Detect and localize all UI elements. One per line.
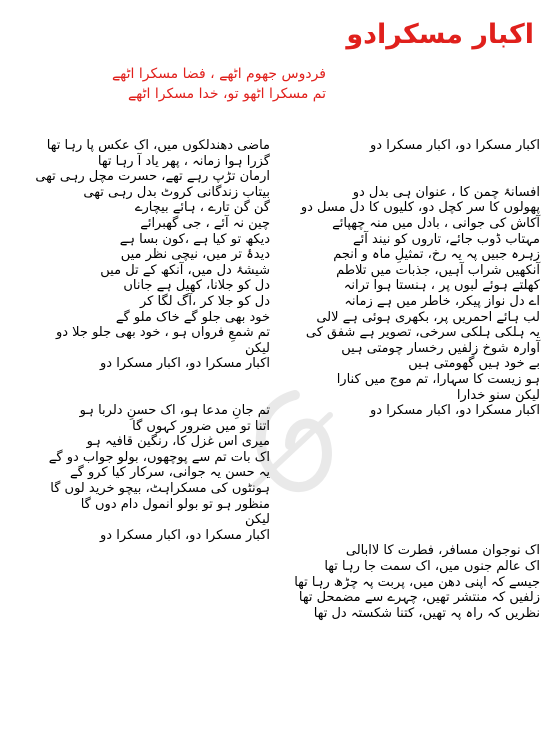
stanza-gap	[8, 372, 270, 388]
poem-line: آنکھیں شراب آہیں، جذبات میں تلاطم	[336, 262, 540, 278]
stanza-gap	[282, 481, 540, 497]
stanza-gap	[282, 528, 540, 544]
poem-line: اک عالم جنوں میں، اک سمت جا رہا تھا	[324, 559, 540, 575]
poem-line: مہتاب ڈوب جائے، تاروں کو نیند آئے	[353, 231, 540, 247]
poem-line: اکبار مسکرا دو، اکبار مسکرا دو	[370, 403, 540, 419]
poem-line: گن گن تارے ، ہائے بیچارے	[134, 200, 270, 216]
poem-line: ارمان تڑپ رہے تھے، حسرت مچل رہی تھی	[35, 169, 270, 185]
poem-line: اک بات تم سے پوچھوں، بولو جواب دو گے	[48, 449, 270, 465]
poem-line: تم جانِ مدعا ہو، اک حسنِ دلربا ہو	[79, 403, 270, 419]
poem-line: ہونٹوں کی مسکراہٹ، بیچو خرید لوں گا	[50, 481, 270, 497]
poem-line: چین نہ آئے ، جی گھبرائے	[140, 215, 270, 231]
poem-line: نظریں کہ راہ پہ تھیں، کتنا شکستہ دل تھا	[313, 605, 540, 621]
poem-line: آکاش کی جوانی ، بادل میں منہ چھپائے	[332, 215, 540, 231]
poem-column-right	[282, 138, 540, 621]
poem-line: جیسے کہ اپنی دھن میں، پربت پہ چڑھ رہا تھا	[294, 574, 540, 590]
poem-line: زلفیں کہ منتشر تھیں، چہرے سے مضمحل تھا	[298, 590, 540, 606]
stanza-gap	[8, 388, 270, 404]
poem-line: ماضی دھندلکوں میں، اک عکس پا رہا تھا	[46, 138, 270, 153]
poem-line: آوارہ شوخ زلفیں رخسار چومتی ہیں	[341, 340, 540, 356]
stanza-gap	[282, 450, 540, 466]
poem-line: لیکن	[245, 340, 270, 356]
poem-line: بیتاب زندگانی کروٹ بدل رہی تھی	[83, 184, 270, 200]
poem-line: منظور ہو تو بولو انمول دام دوں گا	[80, 496, 270, 512]
poem-line: بے خود ہیں گھومتی ہیں	[408, 356, 540, 372]
poem-line: لیکن	[245, 512, 270, 528]
poem-line: یہ ہلکی ہلکی سرخی، تصویر ہے شفق کی	[305, 325, 540, 341]
poem-line: اکبار مسکرا دو، اکبار مسکرا دو	[100, 527, 270, 543]
stanza-gap	[282, 497, 540, 513]
stanza-gap	[282, 169, 540, 185]
poem-line: کھلتے ہوئے لبوں پر ، ہنستا ہوا ترانہ	[343, 278, 540, 294]
poem-line: دیکھ تو کیا ہے ،کون بسا ہے	[119, 231, 270, 247]
poem-line: دیدۂ تر میں، نیچی نظر میں	[120, 247, 270, 263]
stanza-gap	[282, 465, 540, 481]
stanza-gap	[282, 419, 540, 435]
poem-line: اتنا تو میں ضرور کہوں گا	[132, 418, 270, 434]
subtitle-line: فردوس جھوم اٹھے ، فضا مسکرا اٹھے	[111, 66, 326, 82]
poem-line: دل کو جلانا، کھیل ہے جاناں	[123, 278, 270, 294]
poem-line: لیکن سنو خدارا	[456, 387, 540, 403]
poem-line: اے دل نواز پیکر، خاطر میں ہے زمانہ	[344, 293, 540, 309]
poem-line: یہ حسن یہ جوانی، سرکار کیا کرو گے	[70, 465, 270, 481]
poem-line: شیشۂ دل میں، آنکھ کے تل میں	[100, 262, 270, 278]
poem-line: اکبار مسکرا دو، اکبار مسکرا دو	[370, 138, 540, 153]
stanza-gap	[282, 154, 540, 170]
poem-line: دل کو جلا کر ،آگ لگا کر	[140, 293, 270, 309]
stanza-gap	[282, 512, 540, 528]
poem-line: اکبار مسکرا دو، اکبار مسکرا دو	[100, 356, 270, 372]
poem-line: گزرا ہوا زمانہ ، پھر یاد آ رہا تھا	[97, 153, 270, 169]
page-title: اکبار مسکرادو	[346, 19, 534, 50]
poem-line: ہو زیست کا سہارا، تم موج میں کنارا	[336, 371, 540, 387]
poem-line: پھولوں کا سر کچل دو، کلیوں کا دل مسل دو	[300, 200, 540, 216]
poem-line: لب ہائے احمریں پر، بکھری ہوئی ہے لالی	[316, 309, 540, 325]
subtitle	[16, 64, 326, 104]
poem-line: افسانۂ چمن کا ، عنوان ہی بدل دو	[352, 184, 540, 200]
poem-line: خود بھی جلو گے خاک ملو گے	[115, 309, 270, 325]
poem-line: تم شمعِ فرواں ہو ، خود بھی جلو جلا دو	[55, 325, 270, 341]
subtitle-line: تم مسکرا اٹھو تو، خدا مسکرا اٹھے	[127, 86, 326, 102]
poem-line: زہرہ جبیں پہ یہ رخ، تمثیلِ ماہ و انجم	[333, 247, 540, 263]
poem-line: میری اس غزل کا، رنگین قافیہ ہو	[86, 434, 270, 450]
poem-line: اک نوجوان مسافر، فطرت کا لاابالی	[345, 543, 540, 559]
poem-column-left	[8, 138, 270, 543]
stanza-gap	[282, 434, 540, 450]
